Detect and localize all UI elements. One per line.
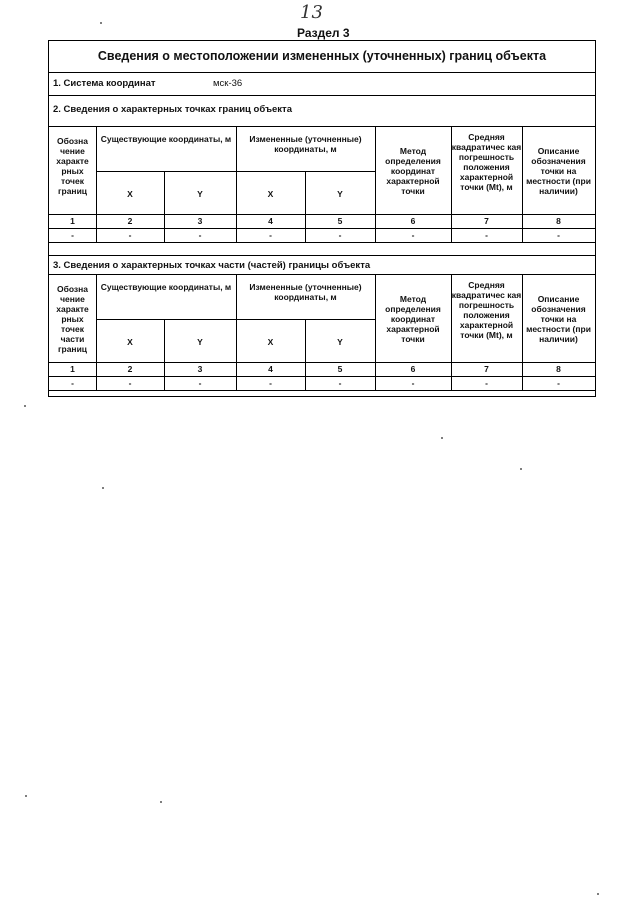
grid-line (49, 390, 595, 391)
column-number: 7 (484, 364, 489, 374)
scan-speck (100, 22, 102, 24)
header-point-id: Обозна чение характе рных точек границ (56, 136, 89, 196)
column-number: 1 (70, 364, 75, 374)
grid-line (96, 319, 236, 320)
column-number: 3 (197, 364, 203, 374)
header-description: Описание обозначения точки на местности (при наличии) (526, 294, 591, 344)
column-number: 3 (197, 216, 203, 226)
divider (49, 72, 595, 73)
table-cell: - (71, 378, 74, 388)
grid-line (49, 242, 595, 243)
table-cell: - (269, 230, 272, 240)
header-x: X (267, 189, 274, 199)
table2-title: 3. Сведения о характерных точках части (частей) границы объекта (53, 260, 371, 271)
grid-line (49, 376, 595, 377)
column-number: 2 (127, 364, 133, 374)
scan-speck (24, 405, 26, 407)
column-number: 5 (337, 364, 343, 374)
page-number: 13 (300, 2, 323, 23)
table-cell: - (198, 378, 202, 388)
header-changed-coords: Измененные (уточненные) координаты, м (249, 282, 362, 302)
scan-speck (25, 795, 27, 797)
scan-speck (597, 893, 599, 895)
table-cell: - (338, 378, 342, 388)
column-number: 2 (127, 216, 133, 226)
column-number: 7 (484, 216, 489, 226)
scan-speck (102, 487, 104, 489)
header-existing-coords: Существующие координаты, м (100, 282, 232, 292)
header-method: Метод определения координат характерной точки (385, 294, 441, 344)
divider (49, 255, 595, 256)
divider (49, 126, 595, 127)
table-cell: - (485, 230, 488, 240)
header-x: X (127, 189, 133, 199)
column-number: 1 (70, 216, 75, 226)
table-cell: - (128, 230, 132, 240)
column-number: 6 (410, 364, 416, 374)
scan-speck (441, 437, 443, 439)
header-y: Y (337, 189, 343, 199)
grid-line (236, 319, 375, 320)
main-title: Сведения о местоположении измененных (уточненных) границ объекта (97, 49, 547, 63)
header-y: Y (197, 337, 203, 347)
column-number: 8 (556, 216, 561, 226)
column-number: 4 (268, 216, 273, 226)
header-changed-coords: Измененные (уточненные) координаты, м (249, 134, 362, 154)
header-mt: Средняя квадратичес кая погрешность положения характерной точки (Mt), м (451, 132, 522, 192)
scan-speck (160, 801, 162, 803)
table-cell: - (198, 230, 202, 240)
table-cell: - (128, 378, 132, 388)
coordinate-system-label: 1. Система координат (53, 78, 156, 89)
table-cell: - (338, 230, 342, 240)
header-x: X (127, 337, 133, 347)
column-number: 4 (268, 364, 273, 374)
header-point-id: Обозна чение характе рных точек части границ (56, 284, 89, 354)
header-description: Описание обозначения точки на местности (при наличии) (526, 146, 591, 196)
header-y: Y (197, 189, 203, 199)
grid-line (49, 228, 595, 229)
header-y: Y (337, 337, 343, 347)
table-cell: - (269, 378, 272, 388)
divider (49, 95, 595, 96)
table-cell: - (71, 230, 74, 240)
table-cell: - (557, 230, 560, 240)
table-cell: - (411, 230, 415, 240)
grid-line (49, 362, 595, 363)
column-number: 5 (337, 216, 343, 226)
table-cell: - (411, 378, 415, 388)
column-number: 8 (556, 364, 561, 374)
grid-line (49, 214, 595, 215)
grid-line (96, 171, 236, 172)
table-cell: - (557, 378, 560, 388)
header-existing-coords: Существующие координаты, м (100, 134, 232, 144)
column-number: 6 (410, 216, 416, 226)
table1-title: 2. Сведения о характерных точках границ объекта (53, 104, 292, 115)
header-method: Метод определения координат характерной точки (385, 146, 441, 196)
coordinate-system-value: мск-36 (213, 78, 243, 89)
header-mt: Средняя квадратичес кая погрешность положения характерной точки (Mt), м (451, 280, 522, 340)
table-cell: - (485, 378, 488, 388)
section-title: Раздел 3 (297, 26, 350, 40)
header-x: X (267, 337, 274, 347)
divider (49, 274, 595, 275)
grid-line (236, 171, 375, 172)
boundary-table (48, 40, 596, 397)
scan-speck (520, 468, 522, 470)
